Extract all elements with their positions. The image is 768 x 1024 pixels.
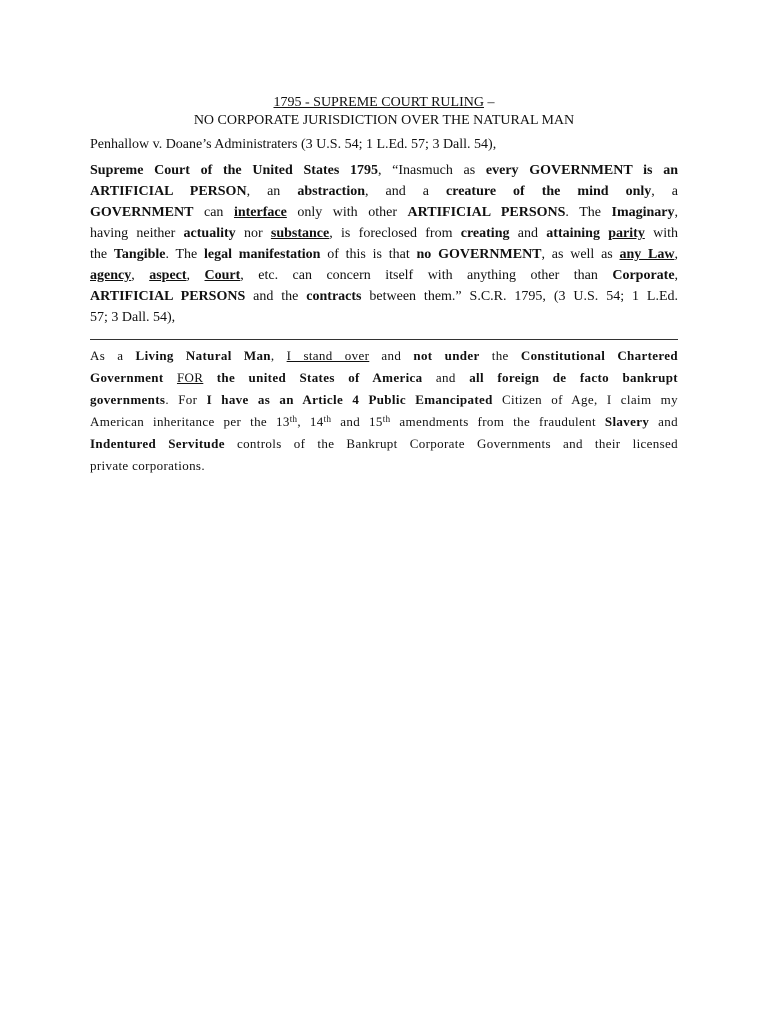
document-title	[90, 94, 678, 112]
case-citation: Penhallow v. Doane’s Administraters (3 U.S. 54; 1 L.Ed. 57; 3 Dall. 54),	[90, 137, 497, 152]
paragraph-line: American inheritance per the 13th, 14th and 15th amendments from the fraudulent Slavery and	[90, 414, 678, 429]
document-subtitle: NO CORPORATE JURISDICTION OVER THE NATURAL MAN	[193, 113, 575, 128]
paragraph-line: the Tangible. The legal manifestation of this is that no GOVERNMENT, as well as any Law,	[90, 247, 678, 262]
paragraph-line: GOVERNMENT can interface only with other ARTIFICIAL PERSONS. The Imaginary,	[90, 205, 679, 220]
paragraph-line: agency, aspect, Court, etc. can concern itself with anything other than Corporate,	[90, 268, 679, 283]
paragraph-line: governments. For I have as an Article 4 Public Emancipated Citizen of Age, I claim my	[90, 392, 678, 407]
paragraph-line: Government FOR the united States of America and all foreign de facto bankrupt	[90, 370, 678, 385]
horizontal-divider	[90, 339, 678, 340]
paragraph-line: Supreme Court of the United States 1795, “Inasmuch as every GOVERNMENT is an	[90, 163, 678, 178]
paragraph-line: ARTIFICIAL PERSONS and the contracts between them.” S.C.R. 1795, (3 U.S. 54; 1 L.Ed.	[90, 289, 678, 304]
title-ruling: 1795 - SUPREME COURT RULING	[273, 95, 484, 110]
paragraph-line: 57; 3 Dall. 54),	[90, 310, 176, 325]
title-dash: –	[483, 95, 495, 110]
paragraph-line: having neither actuality nor substance, is foreclosed from creating and attaining parity with	[90, 226, 679, 241]
paragraph-line: ARTIFICIAL PERSON, an abstraction, and a creature of the mind only, a	[90, 184, 678, 199]
paragraph-line: Indentured Servitude controls of the Bankrupt Corporate Governments and their licensed	[90, 436, 678, 451]
paragraph-line: private corporations.	[90, 458, 205, 473]
paragraph-line: As a Living Natural Man, I stand over and not under the Constitutional Chartered	[90, 348, 678, 363]
